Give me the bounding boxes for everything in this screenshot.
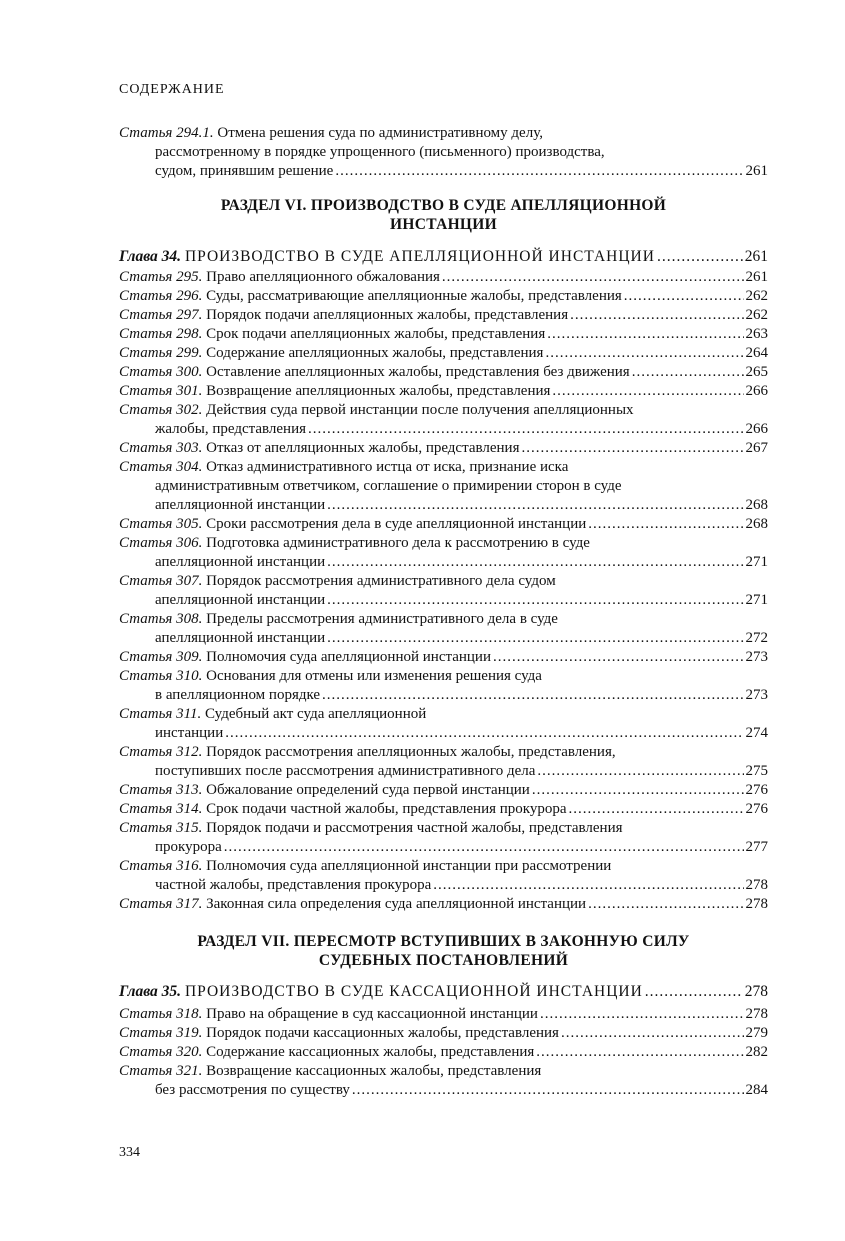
toc-line — [119, 591, 768, 610]
toc-line — [119, 496, 768, 515]
toc-entry — [119, 667, 768, 705]
toc-line — [119, 895, 768, 914]
toc-line — [119, 629, 768, 648]
article-title: без рассмотрения по существу — [155, 1082, 350, 1098]
running-head: СОДЕРЖАНИЕ — [119, 82, 225, 97]
page-ref: 284 — [745, 1082, 768, 1098]
chapter-label: Глава 35. — [119, 983, 182, 1000]
leader-dots — [588, 515, 743, 534]
leader-dots — [645, 981, 743, 1002]
leader-dots — [624, 287, 744, 306]
article-label: Статья 317. — [119, 896, 203, 912]
entry-text — [155, 553, 325, 572]
toc-entry — [119, 819, 768, 857]
toc-entry — [119, 1062, 768, 1100]
entry-text — [155, 144, 605, 160]
article-label: Статья 319. — [119, 1025, 203, 1041]
entry-text — [119, 820, 623, 836]
page-ref: 263 — [745, 326, 768, 342]
article-title: частной жалобы, представления прокурора — [155, 877, 432, 893]
article-label: Статья 313. — [119, 782, 203, 798]
section-heading-line: РАЗДЕЛ VI. ПРОИЗВОДСТВО В СУДЕ АПЕЛЛЯЦИОННОЙ — [220, 197, 667, 214]
entry-text — [119, 744, 616, 760]
leader-dots — [521, 439, 743, 458]
entry-text — [119, 287, 622, 306]
leader-dots — [442, 268, 744, 287]
leader-dots — [224, 838, 744, 857]
entry-text — [119, 706, 426, 722]
entry-text — [119, 306, 568, 325]
page-ref: 268 — [745, 497, 768, 513]
toc-line — [119, 838, 768, 857]
entry-text — [119, 363, 630, 382]
article-label: Статья 302. — [119, 402, 203, 418]
entry-text — [119, 858, 611, 874]
article-title: Отказ от апелляционных жалобы, представления — [206, 440, 520, 456]
leader-dots — [570, 306, 743, 325]
entry-text — [119, 800, 567, 819]
entry-text — [119, 402, 634, 418]
toc-line — [119, 553, 768, 572]
toc-line — [119, 268, 768, 287]
entry-text — [119, 382, 550, 401]
page-ref: 271 — [745, 592, 768, 608]
article-label: Статья 310. — [119, 668, 203, 684]
toc-line — [119, 124, 768, 143]
article-title: Право апелляционного обжалования — [206, 269, 440, 285]
section-heading-line: СУДЕБНЫХ ПОСТАНОВЛЕНИЙ — [318, 952, 569, 969]
toc-entry — [119, 458, 768, 515]
toc-entry — [119, 534, 768, 572]
entry-text — [155, 838, 222, 857]
section-heading-line: ИНСТАНЦИИ — [390, 216, 497, 233]
page-ref: 271 — [745, 554, 768, 570]
section-heading-line: РАЗДЕЛ VII. ПЕРЕСМОТР ВСТУПИВШИХ В ЗАКОННУЮ СИЛУ — [197, 933, 690, 950]
toc-entry — [119, 857, 768, 895]
entry-text — [119, 439, 519, 458]
page-ref: 274 — [745, 725, 768, 741]
toc-line — [119, 401, 768, 420]
page-ref: 266 — [745, 383, 768, 399]
toc-line — [119, 1024, 768, 1043]
article-title: Оставление апелляционных жалобы, представления без движения — [206, 364, 630, 380]
entry-text — [155, 876, 431, 895]
toc-line — [119, 344, 768, 363]
article-title: Пределы рассмотрения административного дела в суде — [206, 611, 558, 627]
leader-dots — [569, 800, 744, 819]
page-ref: 262 — [745, 307, 768, 323]
page-ref: 266 — [745, 421, 768, 437]
page-ref: 275 — [745, 763, 768, 779]
toc-line — [119, 1081, 768, 1100]
article-title: Отказ административного истца от иска, признание иска — [206, 459, 569, 475]
entry-text — [155, 496, 325, 515]
toc-entry — [119, 895, 768, 914]
entry-text — [119, 1063, 541, 1079]
toc-entry — [119, 363, 768, 382]
page-ref: 276 — [745, 782, 768, 798]
leader-dots — [537, 762, 743, 781]
toc-line — [119, 143, 768, 162]
article-title: Порядок рассмотрения административного дела судом — [206, 573, 556, 589]
page-ref: 279 — [745, 1025, 768, 1041]
article-title: Содержание кассационных жалобы, представления — [206, 1044, 535, 1060]
toc-line — [119, 800, 768, 819]
entry-text — [155, 629, 325, 648]
article-title: апелляционной инстанции — [155, 497, 326, 513]
leader-dots — [327, 553, 743, 572]
article-title: Подготовка административного дела к рассмотрению в суде — [206, 535, 590, 551]
entry-text — [155, 420, 306, 439]
page-ref: 278 — [745, 896, 768, 912]
article-label: Статья 304. — [119, 459, 203, 475]
toc-line — [119, 857, 768, 876]
toc-entry — [119, 610, 768, 648]
leader-dots — [308, 420, 743, 439]
page-ref: 267 — [745, 440, 768, 456]
article-label: Статья 320. — [119, 1044, 203, 1060]
toc-line — [119, 325, 768, 344]
article-label: Статья 299. — [119, 345, 203, 361]
entry-text — [155, 1081, 350, 1100]
page-ref: 273 — [745, 649, 768, 665]
chapter-line — [119, 981, 768, 1002]
entry-text — [119, 325, 545, 344]
toc-line — [119, 724, 768, 743]
article-label: Статья 303. — [119, 440, 203, 456]
toc-entry — [119, 306, 768, 325]
chapter-34-entry — [119, 246, 768, 267]
entry-text — [155, 724, 223, 743]
toc-line — [119, 515, 768, 534]
article-label: Статья 309. — [119, 649, 203, 665]
toc-line — [119, 686, 768, 705]
article-label: Статья 301. — [119, 383, 203, 399]
toc-entry — [119, 648, 768, 667]
entry-text — [119, 895, 586, 914]
article-title: Судебный акт суда апелляционной — [205, 706, 427, 722]
toc-entry — [119, 705, 768, 743]
leader-dots — [493, 648, 744, 667]
entry-text — [119, 515, 586, 534]
entry-text — [119, 1043, 534, 1062]
toc-entry — [119, 1024, 768, 1043]
leader-dots — [545, 344, 743, 363]
article-title: Отмена решения суда по административному делу, — [217, 125, 543, 141]
entry-text — [119, 268, 440, 287]
article-title: Основания для отмены или изменения решения суда — [206, 668, 542, 684]
chapter-page: 278 — [744, 983, 768, 1000]
toc-entry — [119, 572, 768, 610]
chapter-page: 261 — [744, 248, 768, 265]
page-ref: 277 — [745, 839, 768, 855]
chapter-35-articles — [119, 1005, 768, 1100]
article-title: прокурора — [155, 839, 222, 855]
article-title: административным ответчиком, соглашение о примирении сторон в суде — [155, 478, 622, 494]
article-title: Возвращение апелляционных жалобы, представления — [206, 383, 551, 399]
chapter-34-articles — [119, 268, 768, 914]
section-heading-vii — [119, 932, 768, 970]
page-ref: 264 — [745, 345, 768, 361]
article-title: Сроки рассмотрения дела в суде апелляционной инстанции — [206, 516, 587, 532]
article-title: Содержание апелляционных жалобы, представления — [206, 345, 544, 361]
leader-dots — [561, 1024, 744, 1043]
chapter-title: ПРОИЗВОДСТВО В СУДЕ КАССАЦИОННОЙ ИНСТАНЦИИ — [184, 983, 643, 1000]
toc-line — [119, 287, 768, 306]
toc-entry — [119, 743, 768, 781]
page-number: 334 — [119, 1145, 140, 1160]
page-ref: 282 — [745, 1044, 768, 1060]
toc-line — [119, 162, 768, 181]
article-title: Порядок рассмотрения апелляционных жалобы, представления, — [206, 744, 616, 760]
chapter-title: ПРОИЗВОДСТВО В СУДЕ АПЕЛЛЯЦИОННОЙ ИНСТАНЦИИ — [184, 248, 655, 265]
article-title: инстанции — [155, 725, 224, 741]
toc-line — [119, 477, 768, 496]
article-title: Полномочия суда апелляционной инстанции — [206, 649, 491, 665]
toc-entry — [119, 1043, 768, 1062]
toc-line — [119, 420, 768, 439]
toc-line — [119, 572, 768, 591]
article-title: Законная сила определения суда апелляционной инстанции — [206, 896, 587, 912]
chapter-label: Глава 34. — [119, 248, 182, 265]
page-ref: 272 — [745, 630, 768, 646]
toc-entry — [119, 515, 768, 534]
article-title: Срок подачи апелляционных жалобы, представления — [206, 326, 546, 342]
toc-line — [119, 876, 768, 895]
article-title: Суды, рассматривающие апелляционные жалобы, представления — [206, 288, 622, 304]
article-label: Статья 300. — [119, 364, 203, 380]
toc-entry — [119, 401, 768, 439]
toc-line — [119, 1005, 768, 1024]
article-label: Статья 295. — [119, 269, 203, 285]
toc-line — [119, 1043, 768, 1062]
toc-line — [119, 610, 768, 629]
leader-dots — [632, 363, 744, 382]
entry-text — [119, 1024, 559, 1043]
article-title: Порядок подачи и рассмотрения частной жалобы, представления — [206, 820, 623, 836]
page-ref: 261 — [745, 269, 768, 285]
toc-entry — [119, 800, 768, 819]
toc-line — [119, 743, 768, 762]
toc-entry — [119, 781, 768, 800]
article-title: в апелляционном порядке — [155, 687, 321, 703]
article-label: Статья 315. — [119, 820, 203, 836]
leader-dots — [547, 325, 743, 344]
chapter-text — [119, 981, 643, 1002]
entry-text — [119, 1005, 538, 1024]
article-title: судом, принявшим решение — [155, 163, 334, 179]
page-ref: 273 — [745, 687, 768, 703]
article-label: Статья 296. — [119, 288, 203, 304]
entry-text — [155, 686, 320, 705]
toc-line — [119, 306, 768, 325]
article-title: поступивших после рассмотрения административного дела — [155, 763, 536, 779]
toc-line — [119, 439, 768, 458]
toc-line — [119, 458, 768, 477]
article-label: Статья 316. — [119, 858, 203, 874]
leader-dots — [588, 895, 743, 914]
article-label: Статья 305. — [119, 516, 203, 532]
page-ref: 268 — [745, 516, 768, 532]
leader-dots — [352, 1081, 744, 1100]
toc-line — [119, 382, 768, 401]
article-title: жалобы, представления — [155, 421, 307, 437]
toc-line — [119, 762, 768, 781]
entry-text — [119, 344, 543, 363]
leader-dots — [327, 591, 743, 610]
article-title: апелляционной инстанции — [155, 592, 326, 608]
article-label: Статья 321. — [119, 1063, 203, 1079]
page-ref: 278 — [745, 1006, 768, 1022]
article-label: Статья 307. — [119, 573, 203, 589]
entry-text — [155, 591, 325, 610]
article-label: Статья 311. — [119, 706, 202, 722]
article-label: Статья 306. — [119, 535, 203, 551]
leader-dots — [552, 382, 743, 401]
toc-line — [119, 781, 768, 800]
leader-dots — [657, 246, 743, 267]
article-title: Возвращение кассационных жалобы, представления — [206, 1063, 542, 1079]
article-title: Право на обращение в суд кассационной инстанции — [206, 1006, 538, 1022]
entry-text — [119, 459, 568, 475]
toc-line — [119, 648, 768, 667]
page-ref: 276 — [745, 801, 768, 817]
toc-entry — [119, 1005, 768, 1024]
entry-text — [155, 478, 622, 494]
toc-entry — [119, 268, 768, 287]
article-title: апелляционной инстанции — [155, 554, 326, 570]
chapter-text — [119, 246, 655, 267]
table-of-contents — [119, 124, 768, 1100]
toc-line — [119, 705, 768, 724]
entry-text — [155, 762, 535, 781]
chapter-35-entry — [119, 981, 768, 1002]
entry-text — [119, 125, 543, 141]
page-ref: 261 — [745, 163, 768, 179]
article-title: Порядок подачи апелляционных жалобы, представления — [206, 307, 569, 323]
article-title: Порядок подачи кассационных жалобы, представления — [206, 1025, 559, 1041]
article-label: Статья 298. — [119, 326, 203, 342]
article-label: Статья 312. — [119, 744, 203, 760]
toc-entry — [119, 325, 768, 344]
article-label: Статья 308. — [119, 611, 203, 627]
article-label: Статья 294.1. — [119, 125, 214, 141]
page-ref: 278 — [745, 877, 768, 893]
entry-text — [119, 611, 558, 627]
toc-entry — [119, 439, 768, 458]
page-ref: 262 — [745, 288, 768, 304]
leader-dots — [540, 1005, 744, 1024]
article-title: Срок подачи частной жалобы, представления прокурора — [206, 801, 567, 817]
toc-line — [119, 667, 768, 686]
article-title: Обжалование определений суда первой инстанции — [206, 782, 530, 798]
leader-dots — [327, 629, 743, 648]
toc-line — [119, 363, 768, 382]
article-title: апелляционной инстанции — [155, 630, 326, 646]
article-label: Статья 318. — [119, 1006, 203, 1022]
entry-text — [155, 162, 333, 181]
article-label: Статья 297. — [119, 307, 203, 323]
toc-entry-intro — [119, 124, 768, 181]
toc-line — [119, 819, 768, 838]
page-ref: 265 — [745, 364, 768, 380]
leader-dots — [433, 876, 743, 895]
toc-entry — [119, 344, 768, 363]
leader-dots — [335, 162, 743, 181]
leader-dots — [322, 686, 743, 705]
leader-dots — [327, 496, 743, 515]
article-title: Действия суда первой инстанции после получения апелляционных — [206, 402, 634, 418]
leader-dots — [536, 1043, 743, 1062]
section-heading-vi — [119, 196, 768, 234]
chapter-line — [119, 246, 768, 267]
toc-line — [119, 1062, 768, 1081]
leader-dots — [225, 724, 743, 743]
toc-entry — [119, 382, 768, 401]
toc-line — [119, 534, 768, 553]
entry-text — [119, 668, 542, 684]
leader-dots — [532, 781, 744, 800]
entry-text — [119, 573, 556, 589]
entry-text — [119, 781, 530, 800]
entry-text — [119, 535, 590, 551]
toc-entry — [119, 287, 768, 306]
article-title: рассмотренному в порядке упрощенного (письменного) производства, — [155, 144, 605, 160]
article-label: Статья 314. — [119, 801, 203, 817]
entry-text — [119, 648, 491, 667]
article-title: Полномочия суда апелляционной инстанции при рассмотрении — [206, 858, 612, 874]
